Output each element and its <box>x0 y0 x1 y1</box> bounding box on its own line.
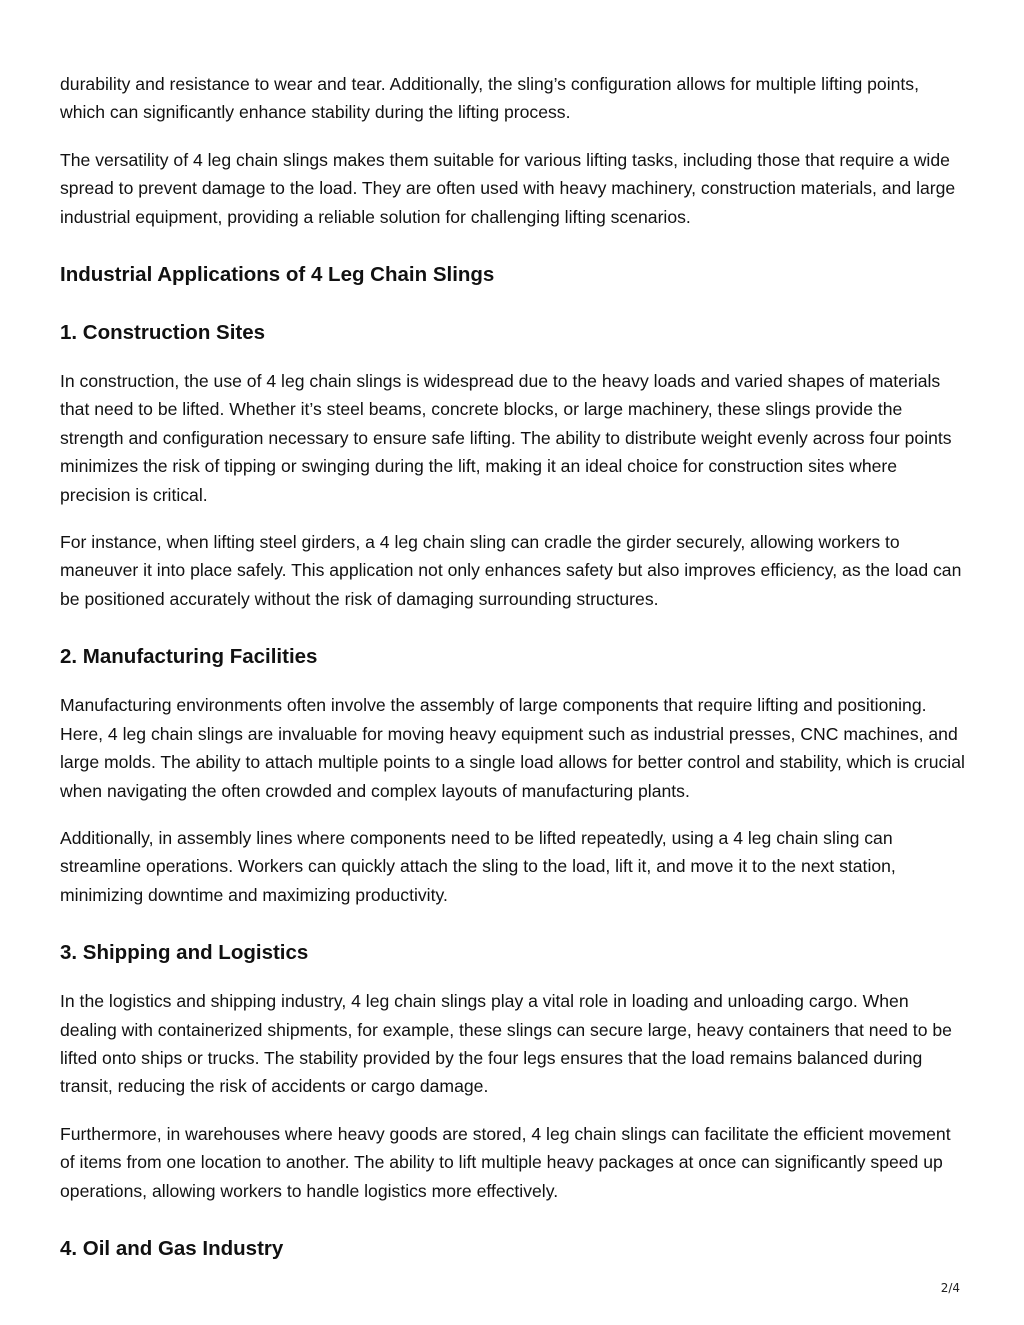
section-heading: 3. Shipping and Logistics <box>60 941 309 965</box>
paragraph: For instance, when lifting steel girders, a 4 leg chain sling can cradle the girder securely, allowing workers to maneuver it into place safely. This application not only enhances safety but also improves efficiency, as the load can be positioned accurately without the risk of damaging surrounding structures. <box>60 532 962 609</box>
section-heading: 4. Oil and Gas Industry <box>60 1236 284 1260</box>
section-heading: 2. Manufacturing Facilities <box>60 645 318 669</box>
paragraph: durability and resistance to wear and tear. Additionally, the sling’s configuration allows for multiple lifting points, which can significantly enhance stability during the lifting process. <box>60 74 919 123</box>
section-heading: 1. Construction Sites <box>60 321 266 345</box>
paragraph: Manufacturing environments often involve the assembly of large components that require lifting and positioning. Here, 4 leg chain slings are invaluable for moving heavy equipment such as industrial presses, CNC machines, and large molds. The ability to attach multiple points to a single load allows for better control and stability, which is crucial when navigating the often crowded and complex layouts of manufacturing plants. <box>60 695 965 801</box>
paragraph: In construction, the use of 4 leg chain slings is widespread due to the heavy loads and varied shapes of materials that need to be lifted. Whether it’s steel beams, concrete blocks, or large machinery, these slings provide the strength and configuration necessary to ensure safe lifting. The ability to distribute weight evenly across four points minimizes the risk of tipping or swinging during the lift, making it an ideal choice for construction sites where precision is critical. <box>60 371 952 505</box>
document-page <box>60 70 966 1283</box>
paragraph: Furthermore, in warehouses where heavy goods are stored, 4 leg chain slings can facilitate the efficient movement of items from one location to another. The ability to lift multiple heavy packages at once can significantly speed up operations, allowing workers to handle logistics more effectively. <box>60 1123 951 1201</box>
paragraph: Additionally, in assembly lines where components need to be lifted repeatedly, using a 4 leg chain sling can streamline operations. Workers can quickly attach the sling to the load, lift it, and move it to the next station, minimizing downtime and maximizing productivity. <box>60 827 896 905</box>
paragraph: The versatility of 4 leg chain slings makes them suitable for various lifting tasks, including those that require a wide spread to prevent damage to the load. They are often used with heavy machinery, construction materials, and large industrial equipment, providing a reliable solution for challenging lifting scenarios. <box>60 149 956 227</box>
page-number: 2/4 <box>940 1281 960 1295</box>
paragraph: In the logistics and shipping industry, 4 leg chain slings play a vital role in loading and unloading cargo. When dealing with containerized shipments, for example, these slings can secure large, heavy containers that need to be lifted onto ships or trucks. The stability provided by the four legs ensures that the load remains balanced during transit, reducing the risk of accidents or cargo damage. <box>60 991 952 1097</box>
section-heading: Industrial Applications of 4 Leg Chain Slings <box>60 263 495 287</box>
